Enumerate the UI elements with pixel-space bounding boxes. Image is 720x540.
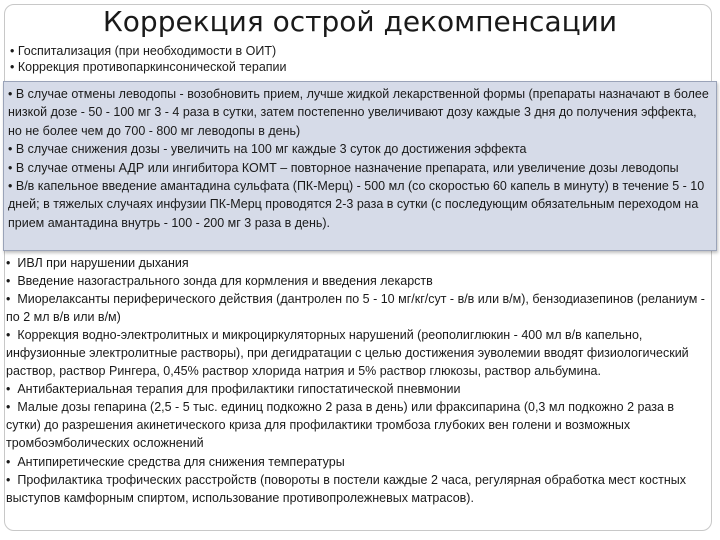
list-item-text: ИВЛ при нарушении дыхания: [17, 256, 189, 270]
list-item: • В случае отмены АДР или ингибитора КОМТ – повторное назначение препарата, или увеличение дозы леводопы: [8, 160, 679, 175]
list-item-text: Профилактика трофических расстройств (повороты в постели каждые 2 часа, регулярная обработка мест костных выступов камфорным спиртом, использование противопролежневых матрасов).: [6, 472, 686, 505]
list-item: • В/в капельное введение амантадина сульфата (ПК-Мерц) - 500 мл (со скоростью 60 капель в минуту) в течение 5 - 10 дней; в тяжелых случаях инфузии ПК-Мерц проводятся 2-3 раза в сутки (с последующим обязательным переходом на прием амантадина внутрь - 100 - 200 мг 3 раза в день).: [8, 179, 705, 230]
list-item-text: Малые дозы гепарина (2,5 - 5 тыс. единиц подкожно 2 раза в день) или фраксипарина (0,3 мл подкожно 2 раза в сутки) до разрешения акинетического криза для профилактики тромбоза глубоких вен голени и возможных тромбоэмболических осложнений: [6, 400, 675, 451]
list-item: • В случае снижения дозы - увеличить на 100 мг каждые 3 суток до достижения эффекта: [8, 142, 527, 157]
list-item-text: Введение назогастрального зонда для кормления и введения лекарств: [17, 274, 433, 289]
list-item: • Малые дозы гепарина (2,5 - 5 тыс. единиц подкожно 2 раза в день) или фраксипарина (0,3 мл подкожно 2 раза в сутки) до разрешения акинетического криза для профилактики тромбоза глубоких вен голени и возможных тромбоэмболических осложнений: [6, 400, 675, 451]
list-item-text: Коррекция водно-электролитных и микроциркуляторных нарушений (реополиглюкин - 400 мл в/в капельно, инфузионные электролитные растворы), при дегидратации с целью достижения эуволемии вводят физиологический раствор, раствор Рингера, 0,45% раствор хлорида натрия и 5% раствор глюкозы, раствор альбумина.: [6, 328, 689, 379]
top-bullet-list: [10, 43, 710, 75]
list-item-text: Антипиретические средства для снижения температуры: [17, 454, 345, 469]
list-item: • Антипиретические средства для снижения температуры: [6, 454, 345, 469]
list-item: • В случае отмены леводопы - возобновить прием, лучше жидкой лекарственной формы (препараты назначают в более низкой дозе - 50 - 100 мг 3 - 4 раза в сутки, затем постепенно увеличивают дозу каждые 3 дня до получения эффекта, но не более чем до 700 - 800 мг леводопы в день): [8, 87, 709, 138]
list-item: • ИВЛ при нарушении дыхания: [6, 256, 189, 270]
list-item: • Введение назогастрального зонда для кормления и введения лекарств: [6, 274, 433, 289]
list-item: • Миорелаксанты периферического действия (дантролен по 5 - 10 мг/кг/сут - в/в или в/м), бензодиазепинов (реланиум - по 2 мл в/в или в/м): [6, 292, 705, 325]
list-item: • Профилактика трофических расстройств (повороты в постели каждые 2 часа, регулярная обработка мест костных выступов камфорным спиртом, использование противопролежневых матрасов).: [6, 472, 686, 505]
list-item: • Коррекция водно-электролитных и микроциркуляторных нарушений (реополиглюкин - 400 мл в/в капельно, инфузионные электролитные растворы), при дегидратации с целью достижения эуволемии вводят физиологический раствор, раствор Рингера, 0,45% раствор хлорида натрия и 5% раствор глюкозы, раствор альбумина.: [6, 328, 689, 379]
list-item-text: В случае отмены леводопы - возобновить прием, лучше жидкой лекарственной формы (препараты назначают в более низкой дозе - 50 - 100 мг 3 - 4 раза в сутки, затем постепенно увеличивают дозу каждые 3 дня до получения эффекта, но не более чем до 700 - 800 мг леводопы в день): [8, 87, 709, 138]
list-item-text: Госпитализация (при необходимости в ОИТ): [17, 44, 277, 58]
list-item-text: Миорелаксанты периферического действия (дантролен по 5 - 10 мг/кг/сут - в/в или в/м), бензодиазепинов (реланиум - по 2 мл в/в или в/м): [6, 292, 705, 325]
list-item-text: Антибактериальная терапия для профилактики гипостатической пневмонии: [17, 382, 461, 397]
list-item-text: В случае отмены АДР или ингибитора КОМТ – повторное назначение препарата, или увеличение дозы леводопы: [15, 160, 679, 175]
highlight-box: [3, 81, 717, 251]
slide-title: Коррекция острой декомпенсации: [102, 5, 618, 38]
list-item: • Коррекция противопаркинсонической терапии: [10, 60, 287, 74]
bottom-bullet-list: [6, 254, 712, 507]
list-item: • Антибактериальная терапия для профилактики гипостатической пневмонии: [6, 382, 461, 397]
list-item-text: В случае снижения дозы - увеличить на 100 мг каждые 3 суток до достижения эффекта: [15, 142, 527, 157]
list-item-text: В/в капельное введение амантадина сульфата (ПК-Мерц) - 500 мл (со скоростью 60 капель в минуту) в течение 5 - 10 дней; в тяжелых случаях инфузии ПК-Мерц проводятся 2-3 раза в сутки (с последующим обязательным переходом на прием амантадина внутрь - 100 - 200 мг 3 раза в день).: [8, 179, 705, 230]
list-item-text: Коррекция противопаркинсонической терапии: [17, 60, 287, 74]
list-item: • Госпитализация (при необходимости в ОИТ): [10, 44, 277, 58]
